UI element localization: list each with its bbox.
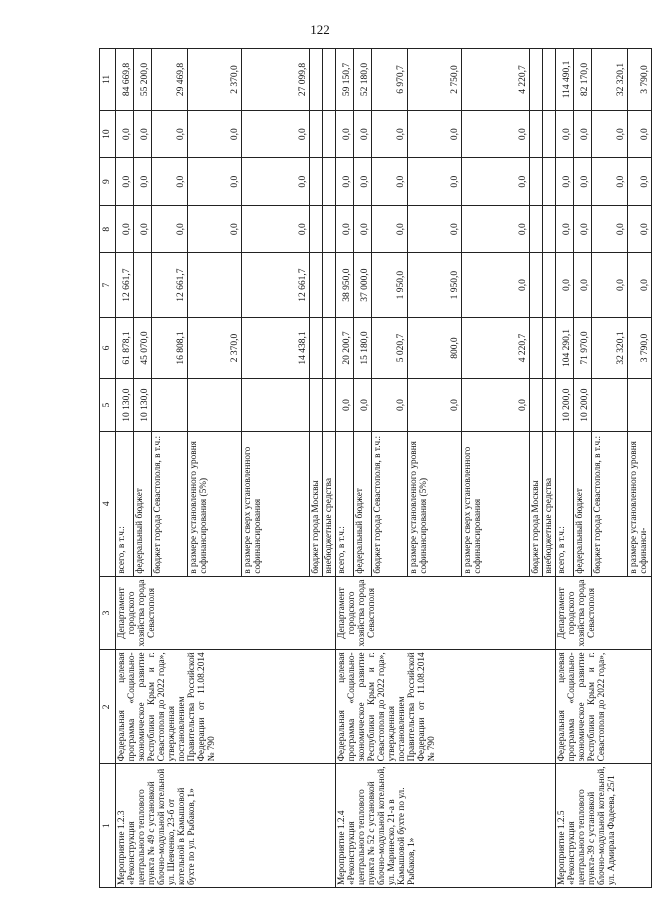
year-value-cell: 10 130,0 (116, 379, 134, 431)
year-value-cell (323, 110, 336, 158)
year-value-cell: 0,0 (372, 158, 408, 206)
year-value-cell: 0,0 (592, 158, 628, 206)
year-value-cell: 0,0 (152, 158, 188, 206)
funding-source-label: бюджет города Севастополя, в т.ч.: (592, 431, 628, 576)
column-number: 7 (100, 253, 116, 317)
year-value-cell (530, 110, 543, 158)
year-value-cell: 0,0 (372, 205, 408, 253)
year-value-cell (310, 205, 323, 253)
funding-source-label: внебюджетные средства (543, 431, 556, 576)
year-value-cell: 12 661,7 (152, 253, 188, 317)
year-value-cell: 0,0 (242, 110, 310, 158)
total-value-cell (310, 49, 323, 111)
total-value-cell: 2 750,0 (408, 49, 462, 111)
column-number: 11 (100, 49, 116, 111)
program-name: Федеральная целевая программа «Социально-экономическое развитие Республики Крым и г. Севастополя до 2022 года», утвержденная постановлением Правительства Российской Федерации от 11.08.2014 № 790 (336, 650, 556, 764)
year-value-cell: 4 220,7 (462, 317, 530, 379)
table-body (100, 49, 652, 888)
year-value-cell (543, 205, 556, 253)
year-value-cell (543, 253, 556, 317)
year-value-cell: 0,0 (462, 158, 530, 206)
year-value-cell: 0,0 (462, 253, 530, 317)
year-value-cell: 15 180,0 (354, 317, 372, 379)
year-value-cell: 0,0 (574, 110, 592, 158)
year-value-cell (530, 205, 543, 253)
funding-source-label: в размере установленного уровня софинанси- (628, 431, 652, 576)
year-value-cell: 0,0 (188, 110, 242, 158)
year-value-cell: 37 000,0 (354, 253, 372, 317)
measure-title: Мероприятие 1.2.4 «Реконструкция центрального теплового пункта № 52 с установкой блочно-модульной котельной, ул. Маринеско, 21-а в Камышовой бухте по ул. Рыбаков, 1» (336, 764, 556, 888)
year-value-cell (188, 253, 242, 317)
year-value-cell: 0,0 (574, 205, 592, 253)
funding-table (99, 48, 652, 888)
total-value-cell: 82 170,0 (574, 49, 592, 111)
measure-title: Мероприятие 1.2.3 «Реконструкция центрального теплового пункта № 49 с установкой блочно-модульной котельной ул. Шевченко, 23-б от котельной в Камышовой бухте по ул. Рыбаков, 1» (116, 764, 336, 888)
year-value-cell: 0,0 (408, 205, 462, 253)
year-value-cell: 0,0 (462, 205, 530, 253)
year-value-cell: 0,0 (354, 158, 372, 206)
total-value-cell: 52 180,0 (354, 49, 372, 111)
year-value-cell: 0,0 (116, 158, 134, 206)
year-value-cell (543, 158, 556, 206)
column-number-row (100, 49, 116, 888)
year-value-cell: 0,0 (336, 158, 354, 206)
year-value-cell (310, 110, 323, 158)
year-value-cell (323, 253, 336, 317)
column-number: 5 (100, 379, 116, 431)
funding-source-label: федеральный бюджет (134, 431, 152, 576)
year-value-cell: 0,0 (628, 158, 652, 206)
year-value-cell: 0,0 (134, 205, 152, 253)
funding-source-label: федеральный бюджет (354, 431, 372, 576)
year-value-cell: 0,0 (242, 158, 310, 206)
page-number: 122 (310, 22, 330, 37)
year-value-cell: 12 661,7 (242, 253, 310, 317)
total-value-cell: 2 370,0 (188, 49, 242, 111)
program-name: Федеральная целевая программа «Социально-экономическое развитие Республики Крым и г. Севастополя до 2022 года», утвержденная постановлением Правительства Российской Федерации от 11.08.2014 № 790 (116, 650, 336, 764)
column-number: 2 (100, 650, 116, 764)
table-row (556, 49, 574, 888)
year-value-cell (530, 158, 543, 206)
year-value-cell: 0,0 (574, 253, 592, 317)
year-value-cell: 0,0 (134, 158, 152, 206)
year-value-cell (530, 253, 543, 317)
year-value-cell: 61 878,1 (116, 317, 134, 379)
year-value-cell: 800,0 (408, 317, 462, 379)
executor-name: Департамент городского хозяйства города Севастополя (556, 576, 652, 650)
year-value-cell: 0,0 (336, 110, 354, 158)
year-value-cell (530, 379, 543, 431)
funding-source-label: всего, в т.ч.: (556, 431, 574, 576)
total-value-cell: 27 099,8 (242, 49, 310, 111)
year-value-cell: 0,0 (592, 205, 628, 253)
year-value-cell: 0,0 (188, 205, 242, 253)
year-value-cell: 0,0 (574, 158, 592, 206)
year-value-cell: 0,0 (188, 158, 242, 206)
total-value-cell (323, 49, 336, 111)
year-value-cell (628, 379, 652, 431)
year-value-cell: 3 790,0 (628, 317, 652, 379)
year-value-cell: 0,0 (628, 110, 652, 158)
total-value-cell: 6 970,7 (372, 49, 408, 111)
year-value-cell (134, 253, 152, 317)
program-name: Федеральная целевая программа «Социально-экономическое развитие Республики Крым и г. Севастополя до 2022 года», (556, 650, 652, 764)
year-value-cell: 1 950,0 (408, 253, 462, 317)
year-value-cell (323, 317, 336, 379)
year-value-cell: 32 320,1 (592, 317, 628, 379)
year-value-cell: 0,0 (336, 379, 354, 431)
year-value-cell (530, 317, 543, 379)
year-value-cell (543, 379, 556, 431)
year-value-cell: 0,0 (372, 379, 408, 431)
year-value-cell: 0,0 (556, 158, 574, 206)
total-value-cell: 59 150,7 (336, 49, 354, 111)
year-value-cell: 0,0 (462, 110, 530, 158)
total-value-cell (530, 49, 543, 111)
year-value-cell (242, 379, 310, 431)
total-value-cell: 4 220,7 (462, 49, 530, 111)
total-value-cell: 29 469,8 (152, 49, 188, 111)
year-value-cell (543, 317, 556, 379)
table-row (116, 49, 134, 888)
year-value-cell: 0,0 (592, 110, 628, 158)
year-value-cell: 0,0 (408, 110, 462, 158)
year-value-cell: 0,0 (116, 110, 134, 158)
year-value-cell: 10 200,0 (556, 379, 574, 431)
funding-source-label: в размере установленного уровня софинансирования (5%) (188, 431, 242, 576)
year-value-cell: 2 370,0 (188, 317, 242, 379)
funding-source-label: всего, в т.ч.: (116, 431, 134, 576)
year-value-cell: 38 950,0 (336, 253, 354, 317)
year-value-cell: 1 950,0 (372, 253, 408, 317)
funding-source-label: федеральный бюджет (574, 431, 592, 576)
year-value-cell: 0,0 (354, 110, 372, 158)
rotated-table-wrapper (99, 48, 650, 888)
total-value-cell: 3 790,0 (628, 49, 652, 111)
funding-source-label: внебюджетные средства (323, 431, 336, 576)
year-value-cell: 0,0 (336, 205, 354, 253)
executor-name: Департамент городского хозяйства города Севастополя (116, 576, 336, 650)
year-value-cell (323, 205, 336, 253)
year-value-cell: 0,0 (628, 205, 652, 253)
year-value-cell: 10 200,0 (574, 379, 592, 431)
year-value-cell (310, 317, 323, 379)
year-value-cell: 14 438,1 (242, 317, 310, 379)
year-value-cell: 0,0 (242, 205, 310, 253)
year-value-cell (323, 379, 336, 431)
year-value-cell: 0,0 (152, 205, 188, 253)
year-value-cell: 0,0 (152, 110, 188, 158)
year-value-cell: 0,0 (354, 205, 372, 253)
funding-source-label: в размере сверх установленного софинансирования (242, 431, 310, 576)
table-row (336, 49, 354, 888)
year-value-cell: 20 200,7 (336, 317, 354, 379)
column-number: 10 (100, 110, 116, 158)
column-number: 6 (100, 317, 116, 379)
year-value-cell (152, 379, 188, 431)
total-value-cell: 84 669,8 (116, 49, 134, 111)
year-value-cell: 0,0 (408, 158, 462, 206)
funding-source-label: бюджет города Москвы (530, 431, 543, 576)
year-value-cell: 0,0 (628, 253, 652, 317)
year-value-cell: 0,0 (134, 110, 152, 158)
year-value-cell: 12 661,7 (116, 253, 134, 317)
funding-source-label: бюджет города Москвы (310, 431, 323, 576)
year-value-cell (323, 158, 336, 206)
column-number: 9 (100, 158, 116, 206)
year-value-cell (543, 110, 556, 158)
year-value-cell (310, 158, 323, 206)
year-value-cell: 0,0 (354, 379, 372, 431)
year-value-cell: 16 808,1 (152, 317, 188, 379)
year-value-cell: 0,0 (556, 205, 574, 253)
total-value-cell: 32 320,1 (592, 49, 628, 111)
total-value-cell (543, 49, 556, 111)
column-number: 4 (100, 431, 116, 576)
funding-source-label: в размере установленного уровня софинансирования (5%) (408, 431, 462, 576)
funding-source-label: бюджет города Севастополя, в т.ч.: (372, 431, 408, 576)
year-value-cell (310, 379, 323, 431)
measure-title: Мероприятие 1.2.5 «Реконструкция центрального теплового пункта-39 с установкой блочно-модульной котельной, ул. Адмирала Фадеева, 25/1 (556, 764, 652, 888)
total-value-cell: 114 490,1 (556, 49, 574, 111)
funding-source-label: в размере сверх установленного софинансирования (462, 431, 530, 576)
year-value-cell (188, 379, 242, 431)
year-value-cell: 10 130,0 (134, 379, 152, 431)
year-value-cell: 0,0 (408, 379, 462, 431)
year-value-cell: 0,0 (592, 253, 628, 317)
total-value-cell: 55 200,0 (134, 49, 152, 111)
year-value-cell: 5 020,7 (372, 317, 408, 379)
year-value-cell (310, 253, 323, 317)
funding-source-label: всего, в т.ч.: (336, 431, 354, 576)
column-number: 3 (100, 576, 116, 650)
funding-source-label: бюджет города Севастополя, в т.ч.: (152, 431, 188, 576)
year-value-cell: 0,0 (372, 110, 408, 158)
year-value-cell: 45 070,0 (134, 317, 152, 379)
year-value-cell (592, 379, 628, 431)
year-value-cell: 71 970,0 (574, 317, 592, 379)
year-value-cell: 0,0 (556, 110, 574, 158)
column-number: 8 (100, 205, 116, 253)
year-value-cell: 0,0 (462, 379, 530, 431)
year-value-cell: 0,0 (556, 253, 574, 317)
year-value-cell: 104 290,1 (556, 317, 574, 379)
executor-name: Департамент городского хозяйства города Севастополя (336, 576, 556, 650)
year-value-cell: 0,0 (116, 205, 134, 253)
column-number: 1 (100, 764, 116, 888)
